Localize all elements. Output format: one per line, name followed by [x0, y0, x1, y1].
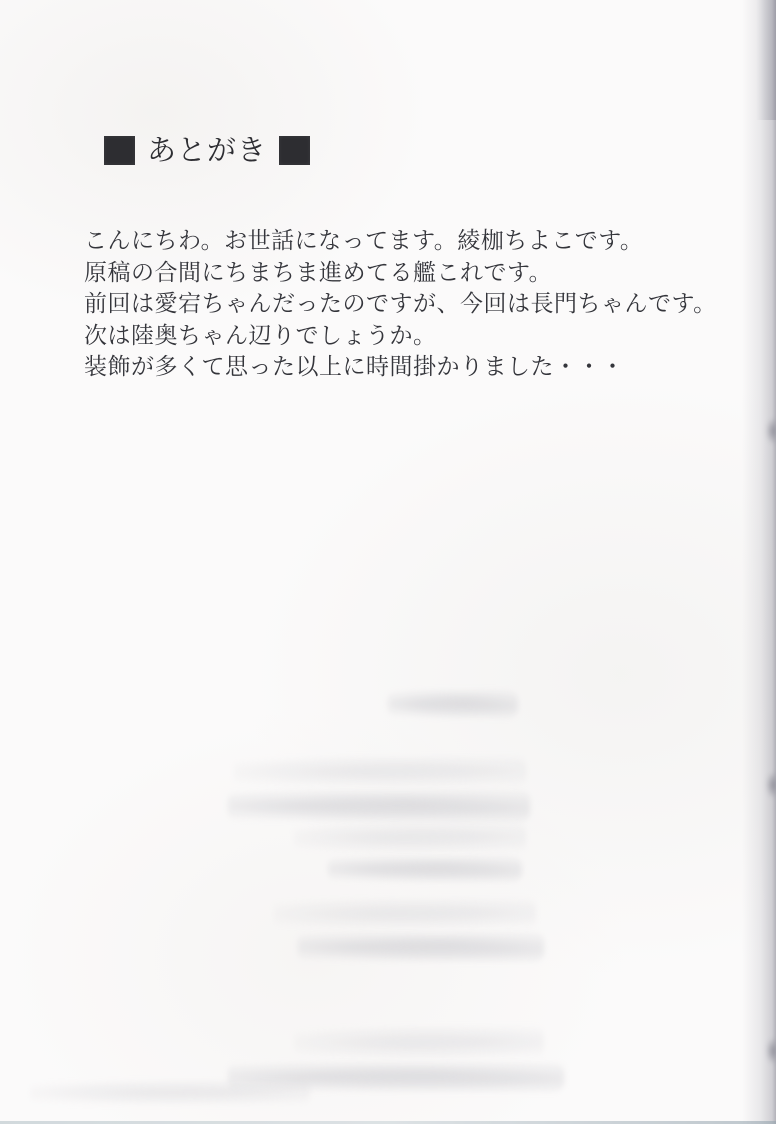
afterword-title: [104, 133, 310, 167]
body-line: こんにちわ。お世話になってます。綾枷ちよこです。: [84, 228, 644, 254]
scan-gutter-shadow: [742, 0, 776, 1124]
bleedthrough-ghost: [328, 856, 522, 882]
bleedthrough-ghost: [294, 822, 526, 854]
bleedthrough-ghost: [294, 1026, 544, 1060]
bleedthrough-ghost: [228, 1062, 564, 1092]
bleedthrough-ghost: [228, 790, 530, 822]
afterword-body: [84, 226, 744, 384]
bleedthrough-ghost: [298, 932, 544, 962]
body-line: 次は陸奥ちゃん辺りでしょうか。: [84, 322, 437, 349]
scan-edge-smudge: [766, 1038, 776, 1064]
body-line: 原稿の合間にちまちま進めてる艦これです。: [84, 259, 553, 286]
scan-edge-smudge: [766, 418, 776, 444]
bleedthrough-ghost: [274, 898, 536, 930]
scan-edge-smudge: [766, 772, 776, 798]
title-square-left-icon: [104, 136, 135, 165]
page-title: あとがき: [147, 133, 268, 167]
bleedthrough-ghost: [388, 690, 518, 718]
bleedthrough-ghost: [30, 1080, 310, 1106]
body-line: 装飾が多くて思った以上に時間掛かりました・・・: [84, 354, 625, 380]
bleedthrough-ghost: [234, 756, 526, 788]
body-line: 前回は愛宕ちゃんだったのですが、今回は長門ちゃんです。: [84, 291, 717, 317]
scan-gutter-shadow-top: [756, 0, 776, 120]
title-square-right-icon: [279, 136, 310, 165]
